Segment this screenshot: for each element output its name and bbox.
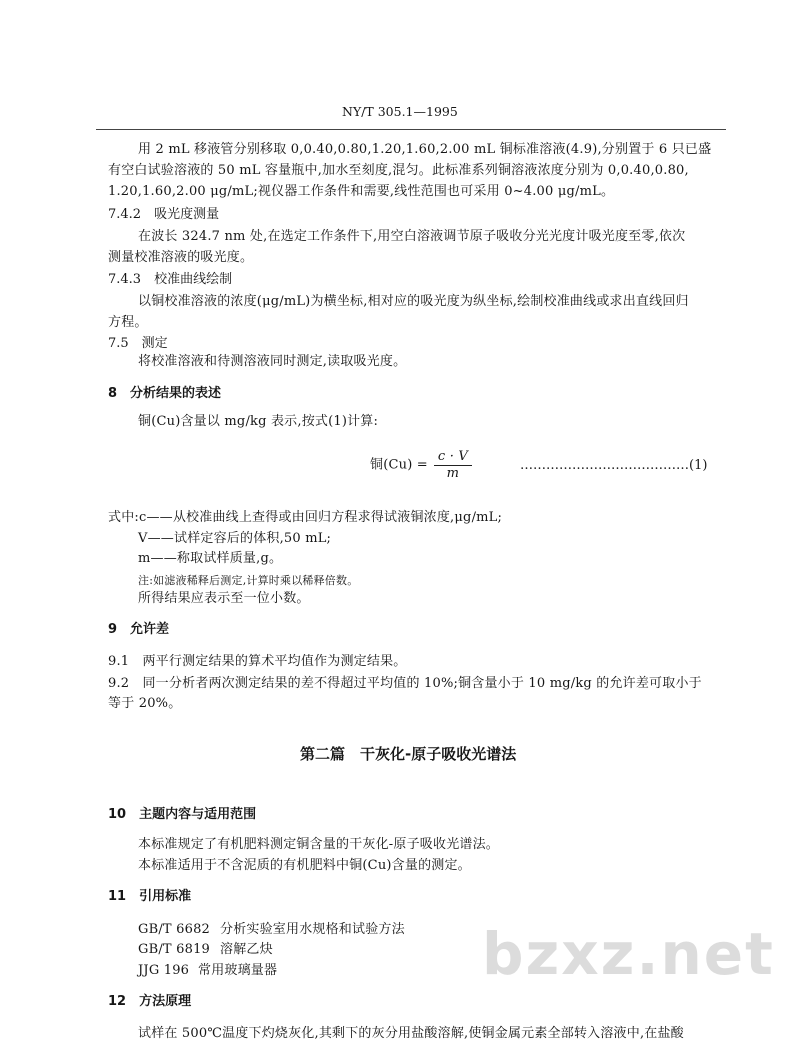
paragraph-line: 等于 20%。 bbox=[108, 696, 182, 711]
part-two-title: 第二篇 干灰化-原子吸收光谱法 bbox=[300, 745, 517, 763]
clause-9-1: 9.1 两平行测定结果的算术平均值作为测定结果。 bbox=[108, 654, 407, 669]
paragraph-line: 将校准溶液和待测溶液同时测定,读取吸光度。 bbox=[138, 354, 407, 369]
reference-item bbox=[138, 961, 277, 980]
formula-numerator: c · V bbox=[434, 449, 472, 466]
paragraph-line: 方程。 bbox=[108, 315, 148, 330]
clause-9-2: 9.2 同一分析者两次测定结果的差不得超过平均值的 10%;铜含量小于 10 mg/kg 的允许差可取小于 bbox=[108, 676, 702, 691]
header-rule bbox=[96, 129, 726, 130]
formula-lhs: 铜(Cu) = bbox=[370, 457, 428, 473]
reference-code: JJG 196 bbox=[138, 963, 190, 978]
paragraph-line: 铜(Cu)含量以 mg/kg 表示,按式(1)计算: bbox=[138, 414, 379, 429]
reference-name: 常用玻璃量器 bbox=[198, 963, 278, 978]
paragraph-line: 1.20,1.60,2.00 μg/mL;视仪器工作条件和需要,线性范围也可采用 0~4.00 μg/mL。 bbox=[108, 184, 615, 199]
paragraph-line: 本标准规定了有机肥料测定铜含量的干灰化-原子吸收光谱法。 bbox=[138, 837, 499, 852]
paragraph-line: 在波长 324.7 nm 处,在选定工作条件下,用空白溶液调节原子吸收分光光度计吸光度至零,依次 bbox=[138, 229, 686, 244]
paragraph-line: 有空白试验溶液的 50 mL 容量瓶中,加水至刻度,混匀。此标准系列铜溶液浓度分别为 0,0.40,0.80, bbox=[108, 163, 689, 178]
where-line: m——称取试样质量,g。 bbox=[138, 551, 283, 566]
formula-number: …………………………………(1) bbox=[520, 458, 708, 473]
reference-name: 分析实验室用水规格和试验方法 bbox=[220, 922, 405, 937]
where-line: 式中:c——从校准曲线上查得或由回归方程求得试液铜浓度,μg/mL; bbox=[108, 510, 503, 525]
reference-code: GB/T 6819 bbox=[138, 942, 211, 957]
reference-code: GB/T 6682 bbox=[138, 922, 211, 937]
watermark: bzxz.net bbox=[482, 920, 775, 988]
paragraph-line: 用 2 mL 移液管分别移取 0,0.40,0.80,1.20,1.60,2.00 mL 铜标准溶液(4.9),分别置于 6 只已盛 bbox=[138, 142, 712, 157]
section-heading-8: 8 分析结果的表述 bbox=[108, 386, 222, 401]
subsection-heading-7-4-3: 7.4.3 校准曲线绘制 bbox=[108, 272, 233, 287]
reference-item bbox=[138, 940, 273, 959]
section-heading-10: 10 主题内容与适用范围 bbox=[108, 807, 257, 822]
note: 注:如滤液稀释后测定,计算时乘以稀释倍数。 bbox=[138, 574, 359, 587]
paragraph-line: 所得结果应表示至一位小数。 bbox=[138, 591, 310, 606]
subsection-heading-7-4-2: 7.4.2 吸光度测量 bbox=[108, 207, 220, 222]
standard-number: NY/T 305.1—1995 bbox=[342, 104, 458, 119]
paragraph-line: 试样在 500℃温度下灼烧灰化,其剩下的灰分用盐酸溶解,使铜金属元素全部转入溶液中,在盐酸 bbox=[138, 1026, 684, 1041]
formula-denominator: m bbox=[446, 466, 460, 481]
paragraph-line: 以铜校准溶液的浓度(μg/mL)为横坐标,相对应的吸光度为纵坐标,绘制校准曲线或求出直线回归 bbox=[138, 294, 689, 309]
formula-fraction bbox=[434, 449, 472, 481]
reference-item bbox=[138, 920, 405, 939]
section-heading-9: 9 允许差 bbox=[108, 622, 170, 637]
section-heading-11: 11 引用标准 bbox=[108, 889, 192, 904]
reference-name: 溶解乙炔 bbox=[220, 942, 273, 957]
section-heading-12: 12 方法原理 bbox=[108, 994, 192, 1009]
formula-1 bbox=[370, 449, 472, 481]
paragraph-line: 本标准适用于不含泥质的有机肥料中铜(Cu)含量的测定。 bbox=[138, 858, 471, 873]
subsection-heading-7-5: 7.5 测定 bbox=[108, 336, 168, 351]
where-line: V——试样定容后的体积,50 mL; bbox=[138, 531, 332, 546]
paragraph-line: 测量校准溶液的吸光度。 bbox=[108, 250, 254, 265]
